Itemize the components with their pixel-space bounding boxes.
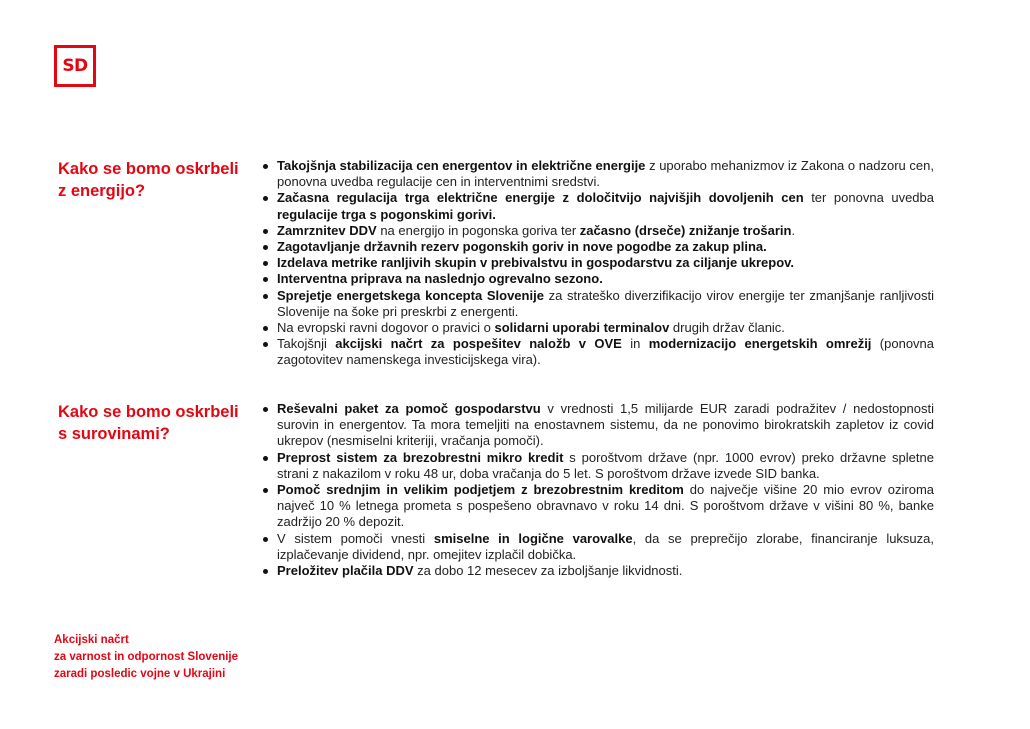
bullet-item	[262, 271, 934, 287]
bullet-item	[262, 255, 934, 271]
bullet-item: Pomoč srednjim in velikim podjetjem z brezobrestnim kreditom do največje višine 20 mio evrov oziroma največ 10 % letnega prometa s pospešeno obravnavo v roku 14 dni. S poroštvom države v višini 80 %, banke zadržijo 20 % depozit.	[262, 482, 934, 531]
emphasis-text: solidarni uporabi terminalov	[494, 320, 670, 336]
section-title-raw-materials: Kako se bomo oskrbeli s surovinami?	[58, 403, 239, 443]
bullet-item: Preprost sistem za brezobrestni mikro kredit s poroštvom države (npr. 1000 evrov) preko državne spletne strani z nakazilom v roku 48 ur, doba vračanja do 5 let. S poroštvom države izvede SID banka.	[262, 450, 934, 482]
emphasis-text: modernizacijo energetskih omrežij	[648, 336, 872, 352]
emphasis-text: Zamrznitev DDV	[277, 222, 377, 238]
emphasis-text: Takojšnja stabilizacija cen energentov in električne energije	[277, 158, 646, 173]
footer-line-1: Akcijski načrt	[54, 634, 129, 646]
emphasis-text: Preložitev plačila DDV	[277, 563, 414, 579]
emphasis-text: smiselne in logične varovalke	[433, 530, 633, 546]
footer-line-3: zaradi posledic vojne v Ukrajini	[54, 668, 226, 680]
raw-materials-measures-list	[262, 401, 934, 579]
bullet-item: Takojšnji akcijski načrt za pospešitev naložb v OVE in modernizacijo energetskih omrežij (ponovna zagotovitev namenskega investicijskega vira).	[262, 336, 934, 368]
bullet-item	[262, 239, 934, 255]
logo-text: SD	[62, 56, 88, 76]
emphasis-text: Zagotavljanje državnih rezerv pogonskih goriv in nove pogodbe za zakup plina.	[277, 239, 767, 255]
energy-measures-list	[262, 158, 934, 369]
bullet-item: Preložitev plačila DDV za dobo 12 mesecev za izboljšanje likvidnosti.	[262, 563, 934, 579]
emphasis-text: Izdelava metrike ranljivih skupin v prebivalstvu in gospodarstvu za ciljanje ukrepov.	[277, 255, 795, 271]
emphasis-text: akcijski načrt za pospešitev naložb v OVE	[335, 336, 622, 352]
footer-line-2: za varnost in odpornost Slovenije	[54, 651, 239, 663]
sd-logo	[54, 45, 96, 87]
emphasis-text: Preprost sistem za brezobrestni mikro kredit	[277, 449, 564, 465]
emphasis-text: Sprejetje energetskega koncepta Slovenije	[277, 287, 544, 303]
document-footer	[54, 632, 238, 683]
bullet-item: Začasna regulacija trga električne energije z določitvijo najvišjih dovoljenih cen ter ponovna uvedba regulacije trga s pogonskimi gorivi.	[262, 190, 934, 222]
bullet-item: Takojšnja stabilizacija cen energentov in električne energije z uporabo mehanizmov iz Zakona o nadzoru cen, ponovna uvedba regulacije cen in interventnimi sredstvi.	[262, 158, 934, 190]
emphasis-text: Reševalni paket za pomoč gospodarstvu	[277, 401, 541, 416]
bullet-item: V sistem pomoči vnesti smiselne in logične varovalke, da se preprečijo zlorabe, financiranje luksuza, izplačevanje dividend, npr. omejitev izplačil dobička.	[262, 531, 934, 563]
bullet-item: Reševalni paket za pomoč gospodarstvu v vrednosti 1,5 milijarde EUR zaradi podražitev / nedostopnosti surovin in energentov. Ta mora temeljiti na enostavnem sistemu, da ne ponovimo birokratskih zapletov iz covid ukrepov (nesmiselni kriteriji, vračanja pomoči).	[262, 401, 934, 450]
emphasis-text: Začasna regulacija trga električne energije z določitvijo najvišjih dovoljenih cen	[277, 190, 804, 206]
emphasis-text: začasno (drseče) znižanje trošarin	[579, 222, 792, 238]
emphasis-text: regulacije trga s pogonskimi gorivi.	[277, 206, 496, 222]
emphasis-text: Pomoč srednjim in velikim podjetjem z brezobrestnim kreditom	[277, 482, 684, 498]
bullet-item: Zamrznitev DDV na energijo in pogonska goriva ter začasno (drseče) znižanje trošarin.	[262, 223, 934, 239]
bullet-item: Na evropski ravni dogovor o pravici o solidarni uporabi terminalov drugih držav članic.	[262, 320, 934, 336]
bullet-item: Sprejetje energetskega koncepta Slovenije za strateško diverzifikacijo virov energije ter zmanjšanje ranljivosti Slovenije na šoke pri preskrbi z energenti.	[262, 288, 934, 320]
emphasis-text: Interventna priprava na naslednjo ogrevalno sezono.	[277, 271, 603, 287]
section-title-energy: Kako se bomo oskrbeli z energijo?	[58, 160, 239, 200]
